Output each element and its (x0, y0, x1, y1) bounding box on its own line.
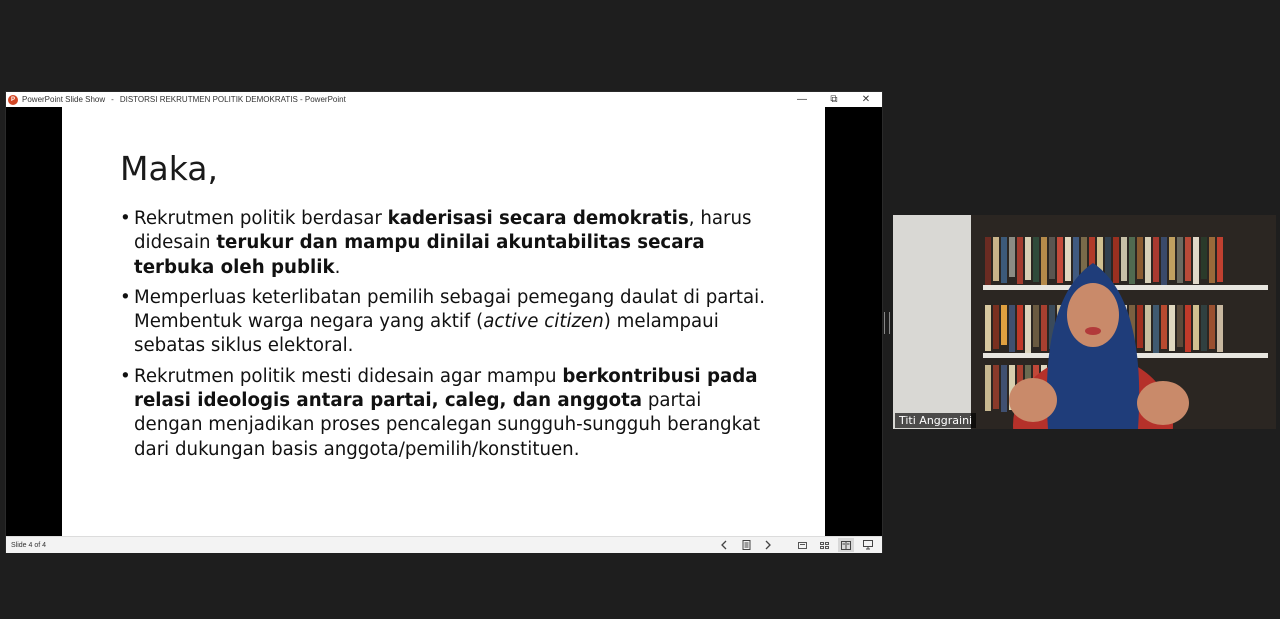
bullet-text: , harus didesain (134, 208, 752, 254)
bullet-text: partai dengan menjadikan proses pencalegan sungguh-sungguh berangkat dari dukungan basis anggota/pemilih/konstituen. (134, 390, 761, 460)
powerpoint-window (6, 92, 882, 552)
bullet-bold-text: kaderisasi secara demokratis (387, 208, 689, 229)
restore-button[interactable]: ⧉ (830, 94, 838, 105)
normal-view-button[interactable] (794, 538, 810, 552)
title-bar (6, 92, 882, 107)
slide-sorter-icon (820, 542, 829, 549)
slideshow-stage[interactable] (6, 107, 882, 536)
slideshow-icon (863, 540, 873, 550)
bullet-item (120, 207, 770, 280)
title-separator: - (111, 95, 114, 104)
slide-menu-button[interactable] (738, 538, 754, 552)
app-label: PowerPoint Slide Show (22, 95, 106, 104)
reading-view-icon (841, 541, 851, 550)
document-icon (742, 540, 751, 550)
bullet-dot: • (120, 286, 131, 308)
participant-name-tag: Titi Anggraini (895, 413, 976, 428)
bullet-text: Memperluas keterlibatan pemilih sebagai pemegang daulat di partai. Membentuk warga negara yang aktif ( (134, 286, 766, 333)
reading-view-button[interactable] (838, 538, 854, 552)
slideshow-view-button[interactable] (860, 538, 876, 552)
slide-counter: Slide 4 of 4 (11, 541, 47, 549)
minimize-button[interactable]: — (797, 94, 807, 105)
bullet-bold-text: terukur dan mampu dinilai akuntabilitas secara terbuka oleh publik (134, 232, 705, 278)
bullet-text: Rekrutmen politik berdasar (134, 208, 388, 229)
bullet-item (120, 365, 770, 462)
close-button[interactable]: ✕ (861, 94, 871, 105)
normal-view-icon (798, 542, 807, 549)
previous-slide-button[interactable] (716, 538, 732, 552)
bullet-text: . (334, 256, 341, 278)
bullet-text: Rekrutmen politik mesti didesain agar mampu (134, 365, 563, 387)
status-bar (6, 536, 882, 553)
bullet-dot: • (120, 365, 131, 387)
panel-splitter-handle[interactable] (884, 312, 890, 334)
participant-video-tile[interactable] (893, 215, 1276, 429)
chevron-right-icon (764, 540, 772, 550)
participant-video (893, 215, 1276, 429)
slide-sorter-button[interactable] (816, 538, 832, 552)
slide-title: Maka, (120, 149, 218, 188)
bullet-dot: • (120, 208, 131, 229)
status-tools (710, 537, 876, 553)
powerpoint-icon: P (8, 95, 18, 105)
bullet-item (120, 286, 770, 359)
bullet-list (120, 207, 770, 468)
bullet-italic-text: active citizen (483, 311, 604, 333)
next-slide-button[interactable] (760, 538, 776, 552)
window-controls (786, 92, 882, 107)
document-title: DISTORSI REKRUTMEN POLITIK DEMOKRATIS - PowerPoint (119, 95, 346, 104)
bullet-text: ) melampaui sebatas siklus elektoral. (134, 311, 719, 357)
slide[interactable] (62, 107, 825, 536)
bullet-bold-text: berkontribusi pada relasi ideologis antara partai, caleg, dan anggota (134, 365, 758, 412)
chevron-left-icon (720, 540, 728, 550)
